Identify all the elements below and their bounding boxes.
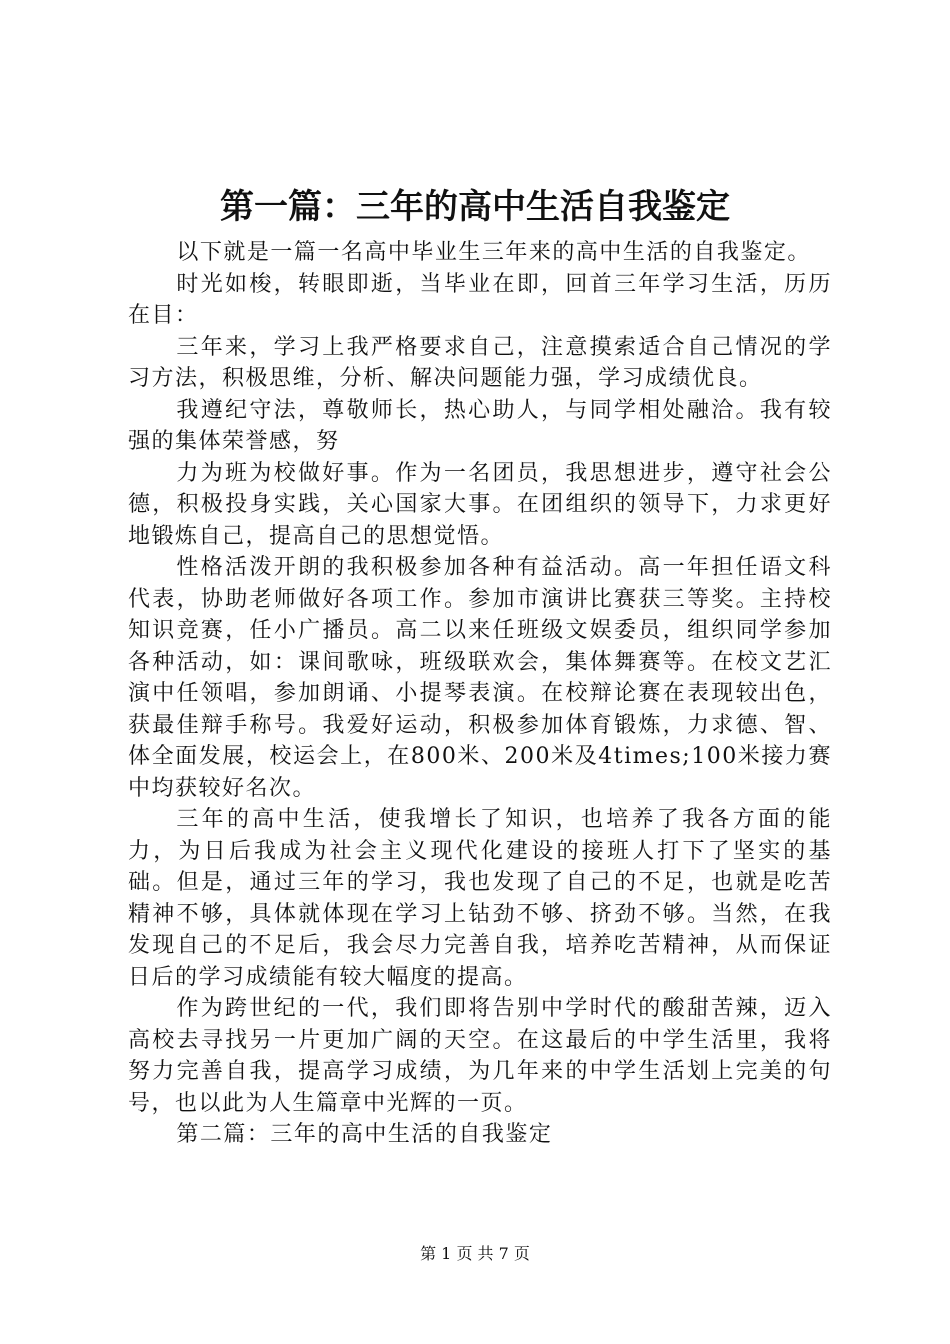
paragraph-shortcomings: 三年的高中生活，使我增长了知识，也培养了我各方面的能力，为日后我成为社会主义现代化建设的接班人打下了坚实的基础。但是，通过三年的学习，我也发现了自己的不足，也就是吃苦精神不够，具体就体现在学习上钻劲不够、挤劲不够。当然，在我发现自己的不足后，我会尽力完善自我，培养吃苦精神，从而保证日后的学习成绩能有较大幅度的提高。 — [128, 807, 832, 990]
document-body — [128, 237, 832, 1151]
paragraph-activities: 性格活泼开朗的我积极参加各种有益活动。高一年担任语文科代表，协助老师做好各项工作。参加市演讲比赛获三等奖。主持校知识竞赛，任小广播员。高二以来任班级文娱委员，组织同学参加各种活动，如：课间歌咏，班级联欢会，集体舞赛等。在校文艺汇演中任领唱，参加朗诵、小提琴表演。在校辩论赛在表现较出色，获最佳辩手称号。我爱好运动，积极参加体育锻炼，力求德、智、体全面发展，校运会上，在800米、200米及4times;100米接力赛中均获较好名次。 — [128, 555, 832, 801]
page-title: 第一篇：三年的高中生活自我鉴定 — [220, 187, 730, 227]
section-heading-part-two: 第二篇：三年的高中生活的自我鉴定 — [176, 1122, 553, 1147]
paragraph-discipline: 我遵纪守法，尊敬师长，热心助人，与同学相处融洽。我有较强的集体荣誉感，努 — [128, 397, 832, 454]
paragraph-time-flies: 时光如梭，转眼即逝，当毕业在即，回首三年学习生活，历历在目： — [128, 271, 832, 328]
paragraph-conclusion: 作为跨世纪的一代，我们即将告别中学时代的酸甜苦辣，迈入高校去寻找另一片更加广阔的天空。在这最后的中学生活里，我将努力完善自我，提高学习成绩，为几年来的中学生活划上完美的句号，也以此为人生篇章中光辉的一页。 — [128, 996, 832, 1116]
page-number-footer: 第 1 页 共 7 页 — [420, 1244, 530, 1263]
paragraph-league-member: 力为班为校做好事。作为一名团员，我思想进步，遵守社会公德，积极投身实践，关心国家大事。在团组织的领导下，力求更好地锻炼自己，提高自己的思想觉悟。 — [128, 460, 832, 549]
paragraph-study: 三年来，学习上我严格要求自己，注意摸索适合自己情况的学习方法，积极思维，分析、解决问题能力强，学习成绩优良。 — [128, 334, 832, 391]
paragraph-intro: 以下就是一篇一名高中毕业生三年来的高中生活的自我鉴定。 — [176, 240, 811, 265]
